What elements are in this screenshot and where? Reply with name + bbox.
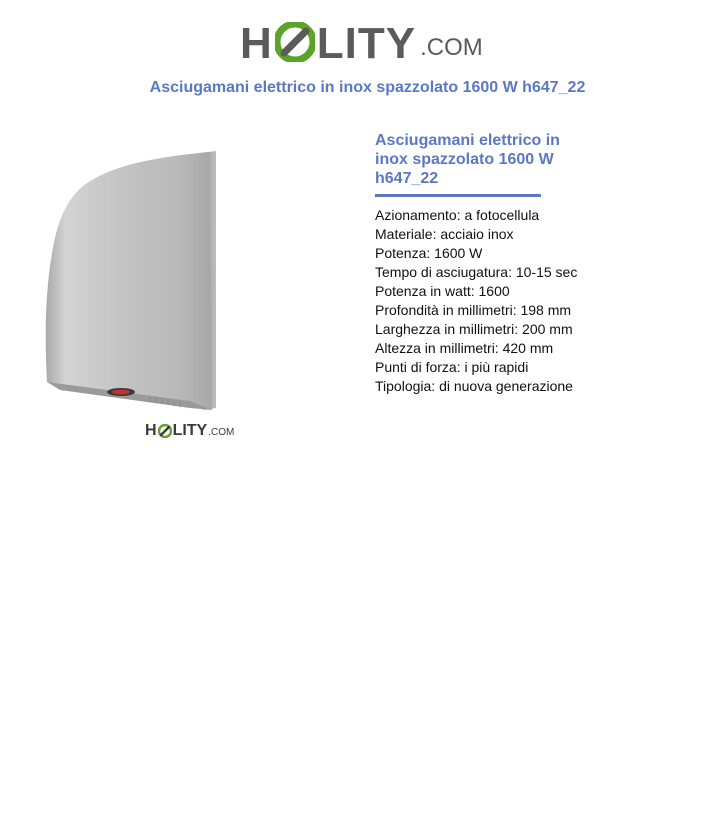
spec-item: Potenza: 1600 W [375, 245, 483, 261]
watermark-o-icon [158, 424, 172, 438]
image-watermark-logo [145, 423, 234, 439]
spec-item: Tipologia: di nuova generazione [375, 378, 573, 394]
spec-item: Potenza in watt: 1600 [375, 283, 510, 299]
logo-letters-lity: LITY [316, 19, 417, 68]
watermark-suffix: .COM [208, 427, 235, 438]
spec-item: Tempo di asciugatura: 10-15 sec [375, 264, 578, 280]
spec-item: Punti di forza: i più rapidi [375, 359, 529, 375]
spec-item: Profondità in millimetri: 198 mm [375, 302, 572, 318]
logo-suffix: .COM [420, 34, 483, 61]
logo-o-icon [275, 22, 315, 62]
watermark-letter-h: H [145, 422, 157, 439]
spec-item: Materiale: acciaio inox [375, 226, 514, 242]
brand-logo[interactable] [240, 14, 490, 66]
title-divider [375, 194, 541, 197]
spec-item: Larghezza in millimetri: 200 mm [375, 321, 573, 337]
spec-list [375, 206, 705, 396]
brand-logo-text [240, 14, 483, 66]
spec-item: Altezza in millimetri: 420 mm [375, 340, 554, 356]
logo-letter-h: H [240, 19, 273, 68]
hand-dryer-image [0, 128, 265, 423]
spec-item: Azionamento: a fotocellula [375, 207, 540, 223]
watermark-letters-lity: LITY [172, 422, 208, 439]
product-info [375, 131, 705, 396]
product-title: Asciugamani elettrico in inox spazzolato 1600 W h647_22 [375, 132, 560, 187]
page-title: Asciugamani elettrico in inox spazzolato 1600 W h647_22 [149, 79, 586, 96]
